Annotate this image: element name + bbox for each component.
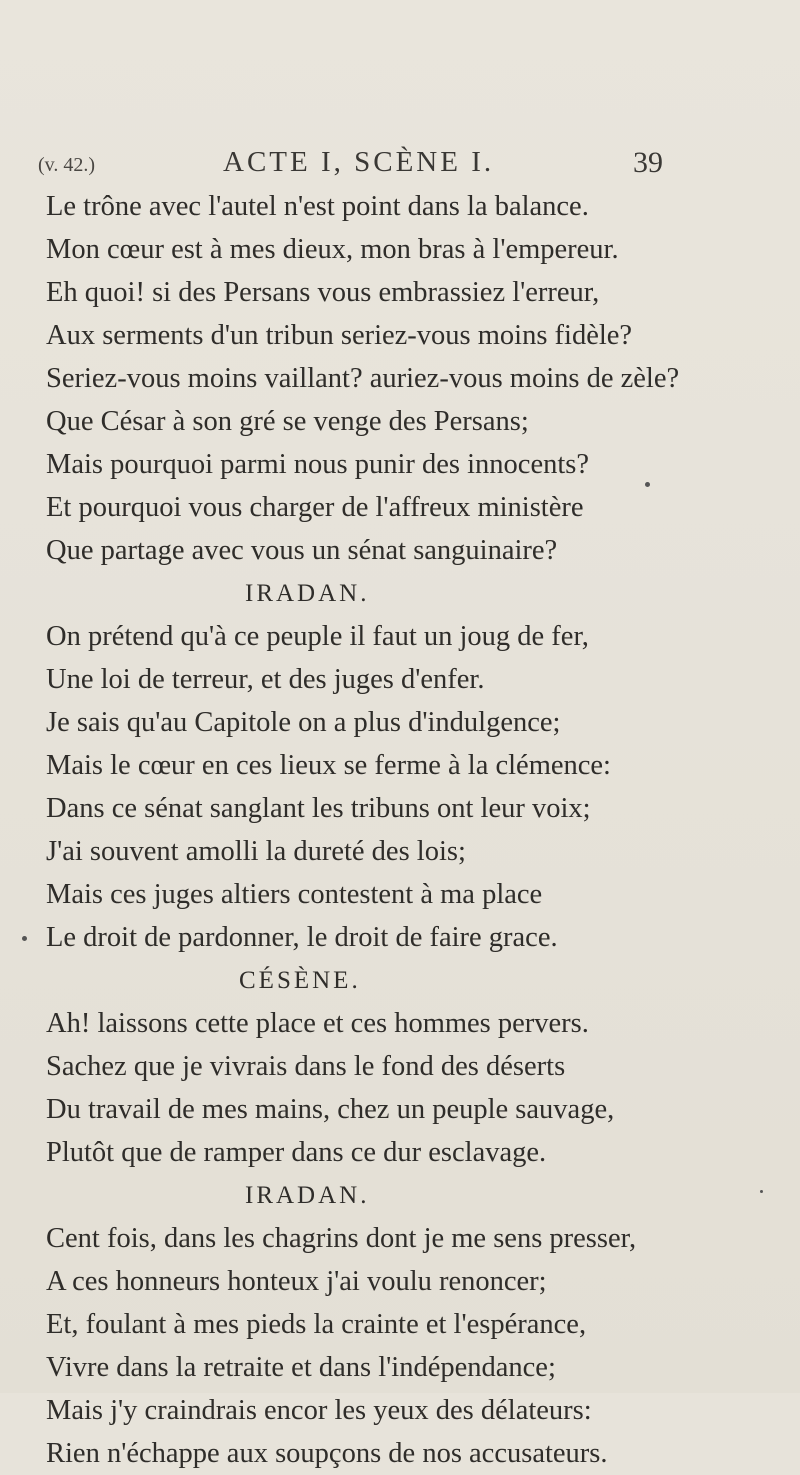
- verse-line: Vivre dans la retraite et dans l'indépendance;: [46, 1352, 556, 1383]
- verse-line: J'ai souvent amolli la dureté des lois;: [46, 836, 466, 867]
- running-head: [38, 146, 663, 186]
- paper-speck: [760, 1190, 763, 1193]
- verse-line: Cent fois, dans les chagrins dont je me sens presser,: [46, 1223, 637, 1254]
- verse-line: Le droit de pardonner, le droit de faire grace.: [46, 922, 558, 953]
- verse-text-block: [46, 185, 766, 1475]
- speaker-name: IRADAN.: [245, 1182, 370, 1209]
- verse-line: Mais pourquoi parmi nous punir des innocents?: [46, 449, 590, 480]
- verse-line: Que partage avec vous un sénat sanguinaire?: [46, 535, 558, 566]
- verse-line: Mais le cœur en ces lieux se ferme à la clémence:: [46, 750, 611, 781]
- verse-line: Que César à son gré se venge des Persans;: [46, 406, 529, 437]
- verse-line: Seriez-vous moins vaillant? auriez-vous moins de zèle?: [46, 363, 680, 394]
- verse-line: Eh quoi! si des Persans vous embrassiez l'erreur,: [46, 277, 600, 308]
- verse-line: A ces honneurs honteux j'ai voulu renoncer;: [46, 1266, 547, 1297]
- verse-line: Rien n'échappe aux soupçons de nos accusateurs.: [46, 1438, 608, 1469]
- verse-reference: (v. 42.): [38, 154, 96, 176]
- verse-line: Une loi de terreur, et des juges d'enfer.: [46, 664, 485, 695]
- speaker-name: IRADAN.: [245, 580, 370, 607]
- verse-line: Ah! laissons cette place et ces hommes pervers.: [46, 1008, 589, 1039]
- act-scene-title: ACTE I, SCÈNE I.: [223, 146, 495, 178]
- verse-line: Sachez que je vivrais dans le fond des déserts: [46, 1051, 566, 1082]
- verse-line: Aux serments d'un tribun seriez-vous moins fidèle?: [46, 320, 633, 351]
- paper-speck: [22, 936, 27, 941]
- verse-line: Mais ces juges altiers contestent à ma place: [46, 879, 543, 910]
- page-number: 39: [633, 146, 663, 179]
- verse-line: Mais j'y craindrais encor les yeux des délateurs:: [46, 1395, 592, 1426]
- verse-line: Mon cœur est à mes dieux, mon bras à l'empereur.: [46, 234, 619, 265]
- verse-line: Et pourquoi vous charger de l'affreux ministère: [46, 492, 584, 523]
- paper-speck: [645, 482, 650, 487]
- verse-line: Et, foulant à mes pieds la crainte et l'espérance,: [46, 1309, 587, 1340]
- verse-line: Le trône avec l'autel n'est point dans la balance.: [46, 191, 589, 222]
- verse-line: Dans ce sénat sanglant les tribuns ont leur voix;: [46, 793, 591, 824]
- verse-line: Plutôt que de ramper dans ce dur esclavage.: [46, 1137, 547, 1168]
- verse-line: On prétend qu'à ce peuple il faut un joug de fer,: [46, 621, 589, 652]
- verse-line: Je sais qu'au Capitole on a plus d'indulgence;: [46, 707, 561, 738]
- speaker-name: CÉSÈNE.: [239, 967, 361, 994]
- verse-line: Du travail de mes mains, chez un peuple sauvage,: [46, 1094, 615, 1125]
